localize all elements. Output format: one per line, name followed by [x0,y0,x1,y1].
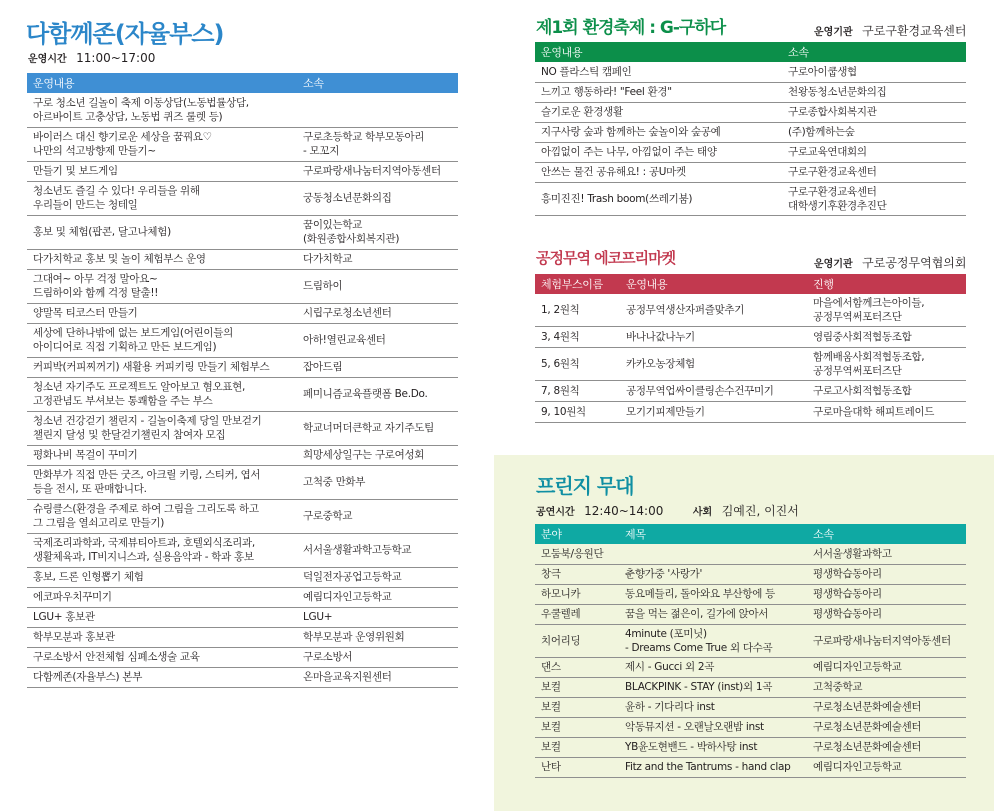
booth-content-line: 홍보 및 체험(팝콘, 달고나체험) [33,226,171,238]
booth-content-line: 그 그림을 열쇠고리로 만들기) [33,517,165,529]
fringe-title-line: 제시 - Gucci 외 2곡 [625,661,715,673]
booth-org-line: LGU+ [303,611,333,623]
booth-content-line: 청소년도 즐길 수 있다! 우리들을 위해 [33,185,200,197]
booth-content-cell [27,93,297,127]
fair-by-line: 구로마을대학 해피트레이드 [813,406,935,418]
booth-org-cell [297,607,458,627]
fair-by-line: 영림중사회적협동조합 [813,331,912,343]
booth-table-row [27,215,458,249]
env-col-header: 운영내용 [535,42,782,62]
booth-content-line: 드림하이와 함께 걱정 탈출!! [33,287,159,299]
fair-booth-cell: 9, 10원칙 [535,402,620,423]
fringe-title-line: 악동뮤지션 - 오랜날오랜밤 inst [625,721,764,733]
env-content-line: 느끼고 행동하라! "Feel 환경" [541,86,672,98]
booth-table-row [27,587,458,607]
booth-org-line: 궁동청소년문화의집 [303,192,392,204]
env-table-row [535,62,966,82]
env-org-line: (주)함께하는숲 [788,126,855,138]
booth-col-header: 운영내용 [27,73,297,93]
fringe-org-cell: 구로파랑새나눔터지역아동센터 [807,624,966,657]
fair-table-row [535,402,966,423]
booth-org-line: 예림디자인고등학교 [303,591,392,603]
booth-content-cell [27,445,297,465]
booth-content-line: 슈링클스(환경을 주제로 하여 그림을 그리도록 하고 [33,503,259,515]
booth-content-line: 바이러스 대신 향기로운 세상을 꿈꿔요♡ [33,131,212,143]
env-content-cell [535,102,782,122]
booth-table-row [27,269,458,303]
booth-content-cell [27,465,297,499]
fringe-table-row [535,624,966,657]
booth-content-line: 세상에 단하나밖에 없는 보드게임(어린이들의 [33,327,233,339]
env-org-cell [782,62,966,82]
booth-table-row [27,411,458,445]
env-table-row [535,102,966,122]
env-table-row [535,162,966,182]
fringe-table-row [535,717,966,737]
env-col-header: 소속 [782,42,966,62]
booth-org-cell [297,667,458,687]
booth-content-cell [27,161,297,181]
booth-org-line: 구로소방서 [303,651,353,663]
booth-content-line: 에코파우치꾸미기 [33,591,112,603]
fringe-title-cell [619,604,807,624]
booth-content-cell [27,587,297,607]
booth-org-cell [297,465,458,499]
booth-org-cell [297,127,458,161]
booth-content-line: 홍보, 드론 인형뽑기 체험 [33,571,144,583]
env-content-line: 슬기로운 환경생활 [541,106,623,118]
fringe-col-header: 소속 [807,524,966,544]
booth-org-line: - 모꼬지 [303,145,340,157]
booth-content-cell [27,303,297,323]
booth-content-line: 학부모분과 홍보관 [33,631,115,643]
fair-org-value: 구로공정무역협의회 [862,256,967,270]
fair-by-cell [807,327,966,348]
booth-content-line: LGU+ 홍보관 [33,611,95,623]
booth-org-cell [297,587,458,607]
booth-content-line: 아이디어로 직접 기획하고 만든 보드게임) [33,341,217,353]
booth-content-line: 그대여~ 아무 걱정 말아요~ [33,273,158,285]
booth-content-cell [27,249,297,269]
booth-content-cell [27,667,297,687]
env-org-cell [782,182,966,215]
booth-content-line: 평화나비 목걸이 꾸미기 [33,449,138,461]
fringe-table-row [535,757,966,777]
booth-org-cell [297,181,458,215]
booth-org-line: 덕일전자공업고등학교 [303,571,402,583]
booth-content-cell [27,567,297,587]
fair-by-cell [807,402,966,423]
env-table-header [535,42,966,62]
fringe-genre-cell: 난타 [535,757,619,777]
booth-content-line: 생활체육과, IT비지니스과, 실용음악과 - 학과 홍보 [33,551,254,563]
booth-table-row [27,533,458,567]
fringe-title-cell [619,717,807,737]
fair-booth-cell: 1, 2원칙 [535,294,620,327]
fringe-col-header: 분야 [535,524,619,544]
fringe-genre-cell: 창극 [535,564,619,584]
fringe-org-cell: 구로청소년문화예술센터 [807,717,966,737]
env-content-line: 흥미진진! Trash boom(쓰레기붐) [541,192,693,205]
fringe-genre-cell: 하모니카 [535,584,619,604]
env-table-row [535,122,966,142]
booth-content-cell [27,627,297,647]
booth-content-line: 다함께존(자율부스) 본부 [33,671,143,683]
booth-org-line: 아하!열린교육센터 [303,334,386,346]
booth-content-cell [27,215,297,249]
fringe-table-row [535,604,966,624]
env-org-cell [782,102,966,122]
fair-by-line: 마을에서함께크는아이들, [813,297,925,309]
booth-content-line: 우리들이 만드는 청테일 [33,199,138,211]
env-title: 제1회 환경축제 : G-구하다 [536,18,726,38]
fair-table-row [535,294,966,327]
booth-org-line: 희망세상일구는 구로여성회 [303,449,425,461]
booth-org-cell [297,303,458,323]
booth-title: 다함께존(자율부스) [26,20,224,48]
fringe-title-cell [619,677,807,697]
booth-col-header: 소속 [297,73,458,93]
fair-table-row [535,348,966,381]
booth-table-row [27,161,458,181]
fringe-title-cell [619,737,807,757]
fringe-title-cell [619,624,807,657]
env-org-line: 구로아이쿱생협 [788,65,857,78]
env-org [814,22,966,39]
booth-org-line: 페미니즘교육플랫폼 Be.Do. [303,388,428,400]
fair-booth-cell: 5, 6원칙 [535,348,620,381]
fair-col-header: 운영내용 [620,274,807,294]
booth-content-line: 구로 청소년 길놀이 축제 이동상담(노동법률상담, [33,96,249,109]
booth-content-line: 다가치학교 홍보 및 놀이 체험부스 운영 [33,253,206,265]
fringe-title-line: 동요메들리, 돌아와요 부산항에 등 [625,588,775,600]
booth-time [28,50,155,65]
fringe-genre-cell: 치어리딩 [535,624,619,657]
booth-content-cell [27,533,297,567]
booth-org-line: 구로파랑새나눔터지역아동센터 [303,165,441,177]
fair-table-header [535,274,966,294]
fair-by-cell [807,294,966,327]
fair-table-row [535,327,966,348]
fringe-host-label: 사회 [692,507,713,518]
fair-col-header: 진행 [807,274,966,294]
fringe-title-line: 4minute (포미닛) [625,627,707,640]
env-org-cell [782,122,966,142]
fringe-table-header [535,524,966,544]
env-org-line: 구로구환경교육센터 [788,166,877,178]
env-org-cell [782,82,966,102]
env-org-line: 대학생기후환경추진단 [788,199,887,212]
booth-org-line: 시립구로청소년센터 [303,307,392,319]
fringe-genre-cell: 보컬 [535,697,619,717]
fringe-time-label: 공연시간 [536,507,575,518]
booth-org-cell [297,249,458,269]
fair-booth-cell: 7, 8원칙 [535,381,620,402]
fair-title: 공정무역 에코프리마켓 [536,249,676,267]
booth-org-cell [297,627,458,647]
env-org-value: 구로구환경교육센터 [862,24,967,38]
env-table [535,42,966,216]
booth-table [27,73,458,688]
booth-org-cell [297,215,458,249]
fair-by-line: 공정무역써포터즈단 [813,311,902,323]
fair-col-header: 체험부스이름 [535,274,620,294]
booth-org-cell [297,647,458,667]
booth-org-line: 고척중 만화부 [303,476,366,488]
booth-table-row [27,377,458,411]
booth-table-row [27,567,458,587]
fair-content-cell: 모기기피제만들기 [620,402,807,423]
booth-table-row [27,667,458,687]
env-table-row [535,142,966,162]
fringe-org-cell: 예림디자인고등학교 [807,657,966,677]
fair-by-line: 공정무역써포터즈단 [813,365,902,377]
booth-table-row [27,627,458,647]
booth-table-row [27,647,458,667]
fair-content-cell: 공정무역생산자퍼즐맞추기 [620,294,807,327]
fringe-table-row [535,657,966,677]
env-content-line: NO 플라스틱 캠페인 [541,65,632,78]
booth-content-line: 아르바이트 고충상담, 노동법 퀴즈 룰렛 등) [33,110,223,123]
env-content-line: 아낌없이 주는 나무, 아낌없이 주는 태양 [541,146,717,158]
booth-table-row [27,445,458,465]
env-content-cell [535,122,782,142]
fringe-title-cell [619,564,807,584]
fringe-title-cell [619,757,807,777]
fair-table-row [535,381,966,402]
fringe-org-cell: 구로청소년문화예술센터 [807,697,966,717]
booth-content-line: 커피박(커피찌꺼기) 새활용 커피키링 만들기 체험부스 [33,361,270,373]
booth-time-label: 운영시간 [28,54,67,65]
booth-content-line: 등을 전시, 또 판매합니다. [33,483,147,495]
env-content-cell [535,62,782,82]
env-table-row [535,82,966,102]
fringe-org-cell: 고척중학교 [807,677,966,697]
booth-content-line: 청소년 건강걷기 챌린지 - 길놀이축제 당일 만보걷기 [33,415,262,427]
booth-org-cell [297,499,458,533]
fringe-table-row [535,564,966,584]
fair-by-line: 함께배움사회적협동조합, [813,351,925,363]
env-content-cell [535,82,782,102]
fringe-genre-cell: 보컬 [535,717,619,737]
fringe-table [535,524,966,778]
booth-org-cell [297,161,458,181]
fair-content-cell: 카카오농장체험 [620,348,807,381]
fringe-genre-cell: 댄스 [535,657,619,677]
fringe-org-cell: 평생학습동아리 [807,604,966,624]
booth-content-cell [27,357,297,377]
booth-table-row [27,249,458,269]
booth-org-line: 다가치학교 [303,253,353,265]
fringe-time-value: 12:40~14:00 [584,504,664,518]
booth-content-cell [27,127,297,161]
fringe-table-row [535,697,966,717]
fringe-title-cell [619,697,807,717]
booth-org-cell [297,357,458,377]
fringe-table-row [535,544,966,564]
booth-content-cell [27,411,297,445]
booth-org-line: 온마을교육지원센터 [303,671,392,683]
fair-by-cell [807,348,966,381]
fringe-title-cell [619,584,807,604]
booth-content-line: 구로소방서 안전체험 심폐소생술 교육 [33,651,200,663]
booth-content-line: 나만의 석고방향제 만들기~ [33,145,156,157]
booth-content-cell [27,647,297,667]
env-content-cell [535,142,782,162]
booth-org-line: 구로중학교 [303,510,353,522]
booth-content-line: 양말목 티코스터 만들기 [33,307,138,319]
env-content-cell [535,162,782,182]
fringe-title-line: BLACKPINK - STAY (inst)외 1곡 [625,681,773,693]
env-table-row [535,182,966,215]
env-org-line: 구로구환경교육센터 [788,185,877,198]
booth-org-line: 구로초등학교 학부모동아리 [303,131,425,143]
fringe-genre-cell: 보컬 [535,737,619,757]
booth-table-row [27,607,458,627]
fringe-col-header: 제목 [619,524,807,544]
env-org-line: 천왕동청소년문화의집 [788,86,887,98]
fringe-genre-cell: 보컬 [535,677,619,697]
fringe-table-row [535,584,966,604]
fringe-time [536,502,799,519]
fringe-org-cell: 평생학습동아리 [807,584,966,604]
env-content-line: 안쓰는 물건 공유해요! : 공U마켓 [541,166,686,178]
fair-table [535,274,966,423]
env-content-line: 지구사랑 숲과 함께하는 숲놀이와 숲공예 [541,126,721,138]
env-content-cell [535,182,782,215]
env-org-line: 구로교육연대회의 [788,146,867,158]
booth-org-cell [297,411,458,445]
booth-org-line: 학부모분과 운영위원회 [303,631,405,643]
booth-table-row [27,303,458,323]
fringe-title-line: 춘향가중 '사랑가' [625,568,703,580]
fair-org-label: 운영기관 [814,259,853,270]
booth-org-cell [297,269,458,303]
booth-org-cell [297,445,458,465]
env-org-cell [782,162,966,182]
env-org-line: 구로종합사회복지관 [788,106,877,118]
booth-table-row [27,93,458,127]
fringe-org-cell: 구로청소년문화예술센터 [807,737,966,757]
fringe-org-cell: 평생학습동아리 [807,564,966,584]
booth-org-line: (화원종합사회복지관) [303,233,400,245]
booth-content-line: 청소년 자기주도 프로젝트도 알아보고 혐오표현, [33,381,246,393]
fringe-title-line: 윤하 - 기다리다 inst [625,701,715,713]
fringe-title-line: 꿈을 먹는 젊은이, 길가에 앉아서 [625,608,769,620]
fair-org [814,254,966,271]
fringe-title-line: Fitz and the Tantrums - hand clap [625,761,791,773]
fair-by-line: 구로고사회적협동조합 [813,385,912,397]
booth-table-header [27,73,458,93]
fringe-title-line: YB윤도현밴드 - 박하사탕 inst [625,741,758,753]
fair-booth-cell: 3, 4원칙 [535,327,620,348]
booth-org-line: 꿈이있는학교 [303,219,363,231]
booth-table-row [27,323,458,357]
booth-org-line: 잡아드림 [303,361,343,373]
booth-table-row [27,499,458,533]
fringe-title-cell [619,657,807,677]
fair-content-cell: 바나나값나누기 [620,327,807,348]
booth-table-row [27,357,458,377]
booth-org-cell [297,533,458,567]
fringe-genre-cell: 우쿨렐레 [535,604,619,624]
booth-content-line: 챌린지 달성 및 한달걷기챌린지 참여자 모집 [33,429,226,441]
fringe-title-line: - Dreams Come True 외 다수곡 [625,641,773,654]
env-org-label: 운영기관 [814,27,853,38]
fringe-table-row [535,677,966,697]
booth-content-cell [27,181,297,215]
booth-content-line: 고정관념도 부셔보는 통쾌함을 주는 부스 [33,395,213,407]
fringe-org-cell: 예림디자인고등학교 [807,757,966,777]
booth-content-cell [27,323,297,357]
booth-org-cell [297,377,458,411]
booth-org-cell [297,323,458,357]
fair-content-cell: 공정무역업싸이클링손수건꾸미기 [620,381,807,402]
fringe-host-value: 김예진, 이진서 [721,504,799,518]
booth-content-cell [27,607,297,627]
booth-content-line: 국제조리과학과, 국제뷰티아트과, 호텔외식조리과, [33,537,255,549]
booth-content-line: 만화부가 직접 만든 굿즈, 아크릴 키링, 스티커, 엽서 [33,469,261,481]
booth-org-cell [297,93,458,127]
booth-org-line: 서서울생활과학고등학교 [303,544,412,556]
booth-content-cell [27,269,297,303]
fringe-genre-cell: 모둠북/응원단 [535,544,619,564]
booth-table-row [27,181,458,215]
booth-content-cell [27,377,297,411]
fringe-table-row [535,737,966,757]
env-org-cell [782,142,966,162]
fringe-org-cell: 서서울생활과학고 [807,544,966,564]
booth-table-row [27,465,458,499]
booth-org-cell [297,567,458,587]
booth-content-cell [27,499,297,533]
booth-content-line: 만들기 및 보드게임 [33,165,118,177]
fringe-title: 프린지 무대 [536,474,634,498]
booth-time-value: 11:00~17:00 [76,51,156,65]
booth-org-line: 학교너머더큰학교 자기주도팀 [303,422,434,434]
fringe-title-cell [619,544,807,564]
booth-org-line: 드림하이 [303,280,343,292]
booth-table-row [27,127,458,161]
fair-by-cell [807,381,966,402]
